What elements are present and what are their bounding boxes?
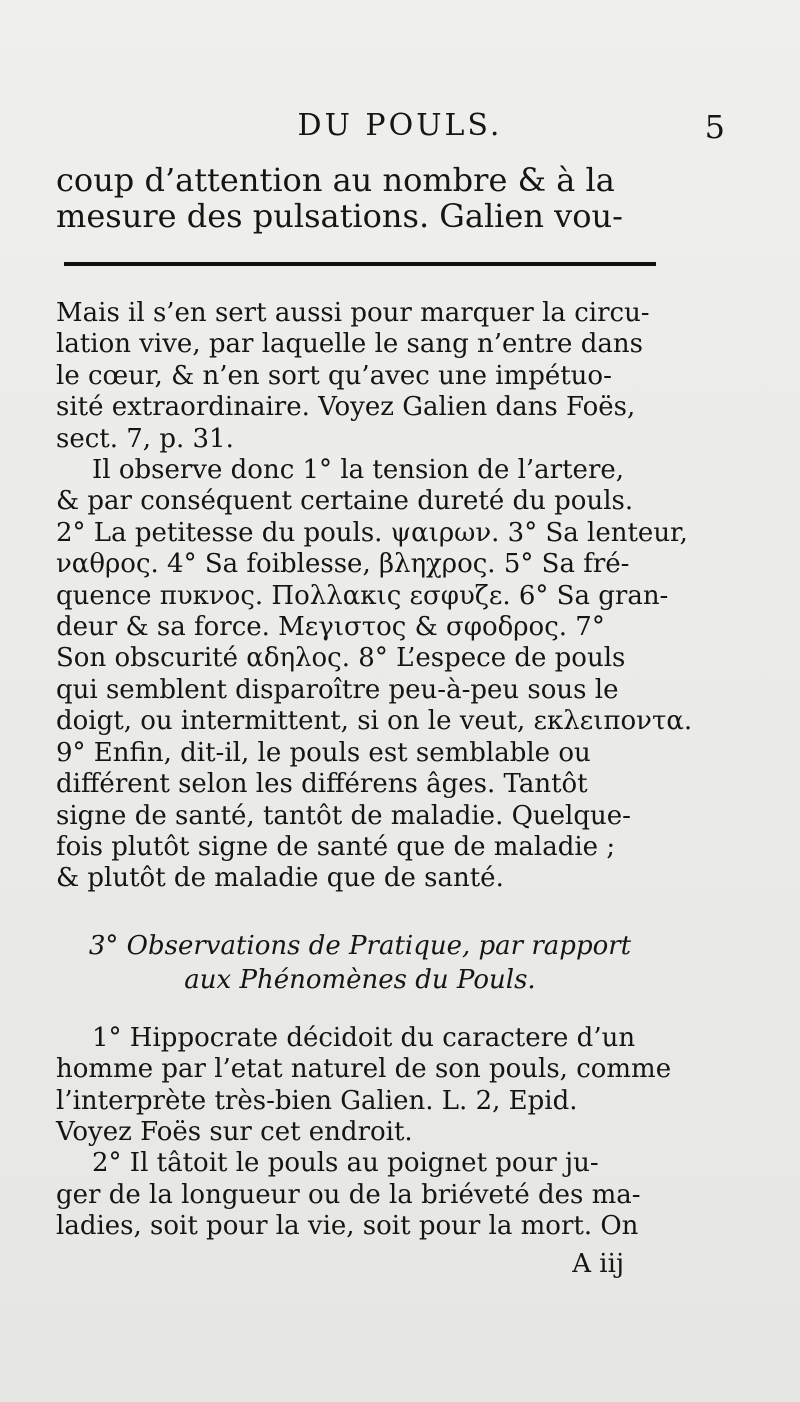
note-line: 2° La petitesse du pouls. ψαιρων. 3° Sa lenteur, [56,517,688,548]
note-line: différent selon les différens âges. Tantôt [56,769,588,800]
section-heading-line: 3° Observations de Pratique, par rapport [88,930,632,961]
note-line: Il observe donc 1° la tension de l’artere, [92,455,625,486]
signature-mark: A iij [572,1248,624,1279]
section-heading [56,929,664,997]
note-line: quence πυκνος. Πολλακις εσφυζε. 6° Sa gran- [56,580,669,611]
note-line: ναθρος. 4° Sa foiblesse, βληχρος. 5° Sa fré- [56,549,630,580]
section-line: Voyez Foës sur cet endroit. [56,1116,413,1147]
section-heading-line: aux Phénomènes du Pouls. [184,964,536,995]
note-line: signe de santé, tantôt de maladie. Quelque- [56,800,631,831]
section-line: ger de la longueur ou de la briéveté des ma- [56,1179,641,1210]
note-line: Mais il s’en sert aussi pour marquer la circu- [56,298,650,328]
section-line: 2° Il tâtoit le pouls au poignet pour ju- [92,1148,599,1179]
section-body [56,1022,672,1243]
section-line: ladies, soit pour la vie, soit pour la mort. On [56,1211,639,1242]
footnote-block [56,298,693,895]
note-line: & plutôt de maladie que de santé. [56,863,504,894]
note-line: fois plutôt signe de santé que de maladie ; [56,831,616,862]
page-number: 5 [704,108,728,146]
running-head [56,108,728,162]
note-line: & par conséquent certaine dureté du pouls. [56,486,634,517]
main-text [56,162,664,234]
section-line: homme par l’etat naturel de son pouls, comme [56,1054,672,1085]
note-line: deur & sa force. Μεγιστος & σφοδρος. 7° [56,612,605,643]
note-line: lation vive, par laquelle le sang n’entre dans [56,329,643,360]
section-line: l’interprète très-bien Galien. L. 2, Epid. [56,1085,578,1116]
note-line: Son obscurité αδηλος. 8° L’espece de pouls [56,643,626,674]
note-line: sect. 7, p. 31. [56,423,234,454]
running-head-title: DU POULS. [297,108,503,143]
note-line: 9° Enfin, dit-il, le pouls est semblable ou [56,737,591,768]
footnote-rule [64,262,656,266]
note-line: le cœur, & n’en sort qu’avec une impétuo- [56,360,612,391]
section-line: 1° Hippocrate décidoit du caractere d’un [92,1022,636,1053]
note-line: doigt, ou intermittent, si on le veut, εκλειποντα. [56,706,693,737]
note-line: qui semblent disparoître peu-à-peu sous le [56,674,619,705]
text-line: coup d’attention au nombre & à la [56,161,615,199]
text-line: mesure des pulsations. Galien vou- [56,197,623,235]
note-line: sité extraordinaire. Voyez Galien dans Foës, [56,392,636,423]
